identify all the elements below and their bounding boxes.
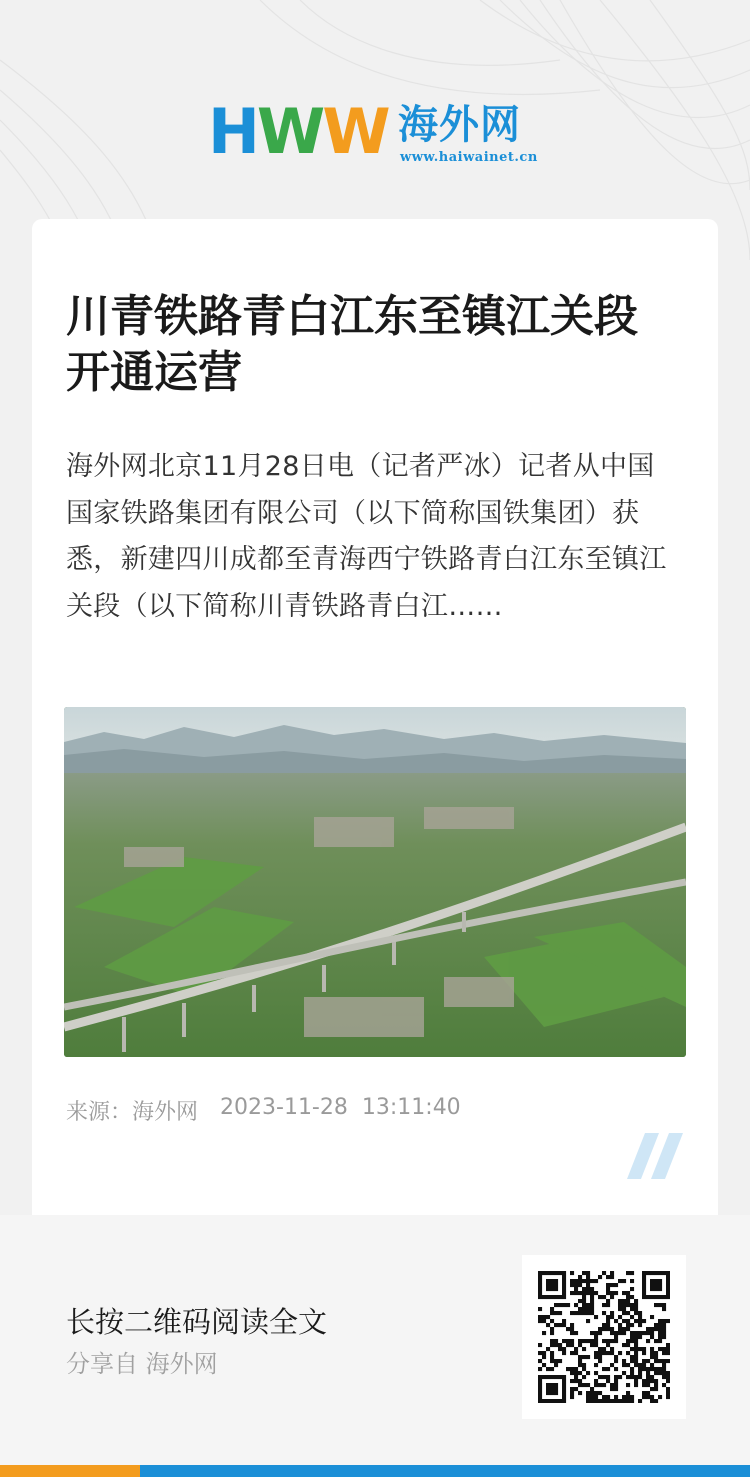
double-slash-decoration-icon	[625, 1133, 687, 1179]
logo-letter-w2: W	[322, 95, 388, 168]
article-title[interactable]: 川青铁路青白江东至镇江关段开通运营	[66, 291, 638, 398]
bottom-bar-orange	[0, 1465, 140, 1477]
article-meta	[66, 1095, 461, 1126]
bottom-brand-bar	[0, 1465, 750, 1477]
logo-letter-h: H	[208, 95, 257, 168]
logo-name: 海外网	[398, 101, 521, 148]
article-time: 13:11:40	[361, 1095, 461, 1120]
article-image[interactable]	[64, 707, 686, 1057]
railway-aerial-photo	[64, 707, 686, 1057]
article-summary[interactable]: 海外网北京11月28日电（记者严冰）记者从中国国家铁路集团有限公司（以下简称国铁集团）获悉，新建四川成都至青海西宁铁路青白江东至镇江关段（以下简称川青铁路青白江……	[66, 451, 667, 622]
article-date: 2023-11-28	[220, 1095, 348, 1120]
article-source: 来源：海外网	[66, 1100, 199, 1125]
shared-from-text: 分享自 海外网	[66, 1350, 218, 1378]
qr-code-icon	[538, 1271, 670, 1403]
qr-code[interactable]	[522, 1255, 686, 1419]
logo-mark	[208, 95, 388, 168]
logo-url: www.haiwainet.cn	[400, 150, 538, 165]
haiwainet-logo[interactable]	[208, 95, 548, 170]
qr-cta-text: 长按二维码阅读全文	[66, 1305, 328, 1339]
bottom-bar-blue	[140, 1465, 750, 1477]
article-datetime	[220, 1095, 461, 1126]
logo-letter-w1: W	[256, 95, 323, 168]
